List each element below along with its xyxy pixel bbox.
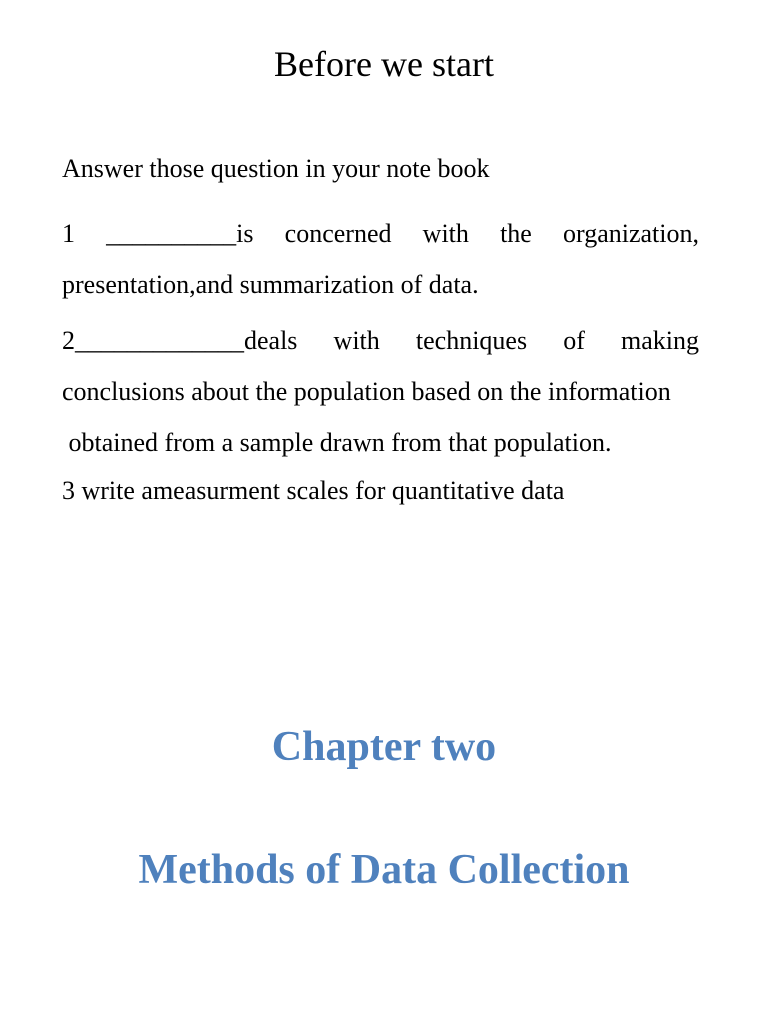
- question-2-line-1: 2_____________deals with techniques of making: [62, 326, 699, 355]
- page-title: Before we start: [274, 44, 494, 84]
- chapter-title-heading: Methods of Data Collection: [138, 847, 630, 893]
- question-1: 1 __________is concerned with the organization, presentation,and summarization of data.: [62, 219, 699, 299]
- chapter-number-heading: Chapter two: [271, 724, 497, 770]
- question-2-line-2: conclusions about the population based on the information: [62, 377, 671, 406]
- question-2-line-3: obtained from a sample drawn from that population.: [62, 428, 612, 457]
- question-2: [62, 315, 726, 468]
- intro-instruction: Answer those question in your note book: [62, 154, 490, 183]
- question-3: 3 write ameasurment scales for quantitative data: [62, 476, 565, 505]
